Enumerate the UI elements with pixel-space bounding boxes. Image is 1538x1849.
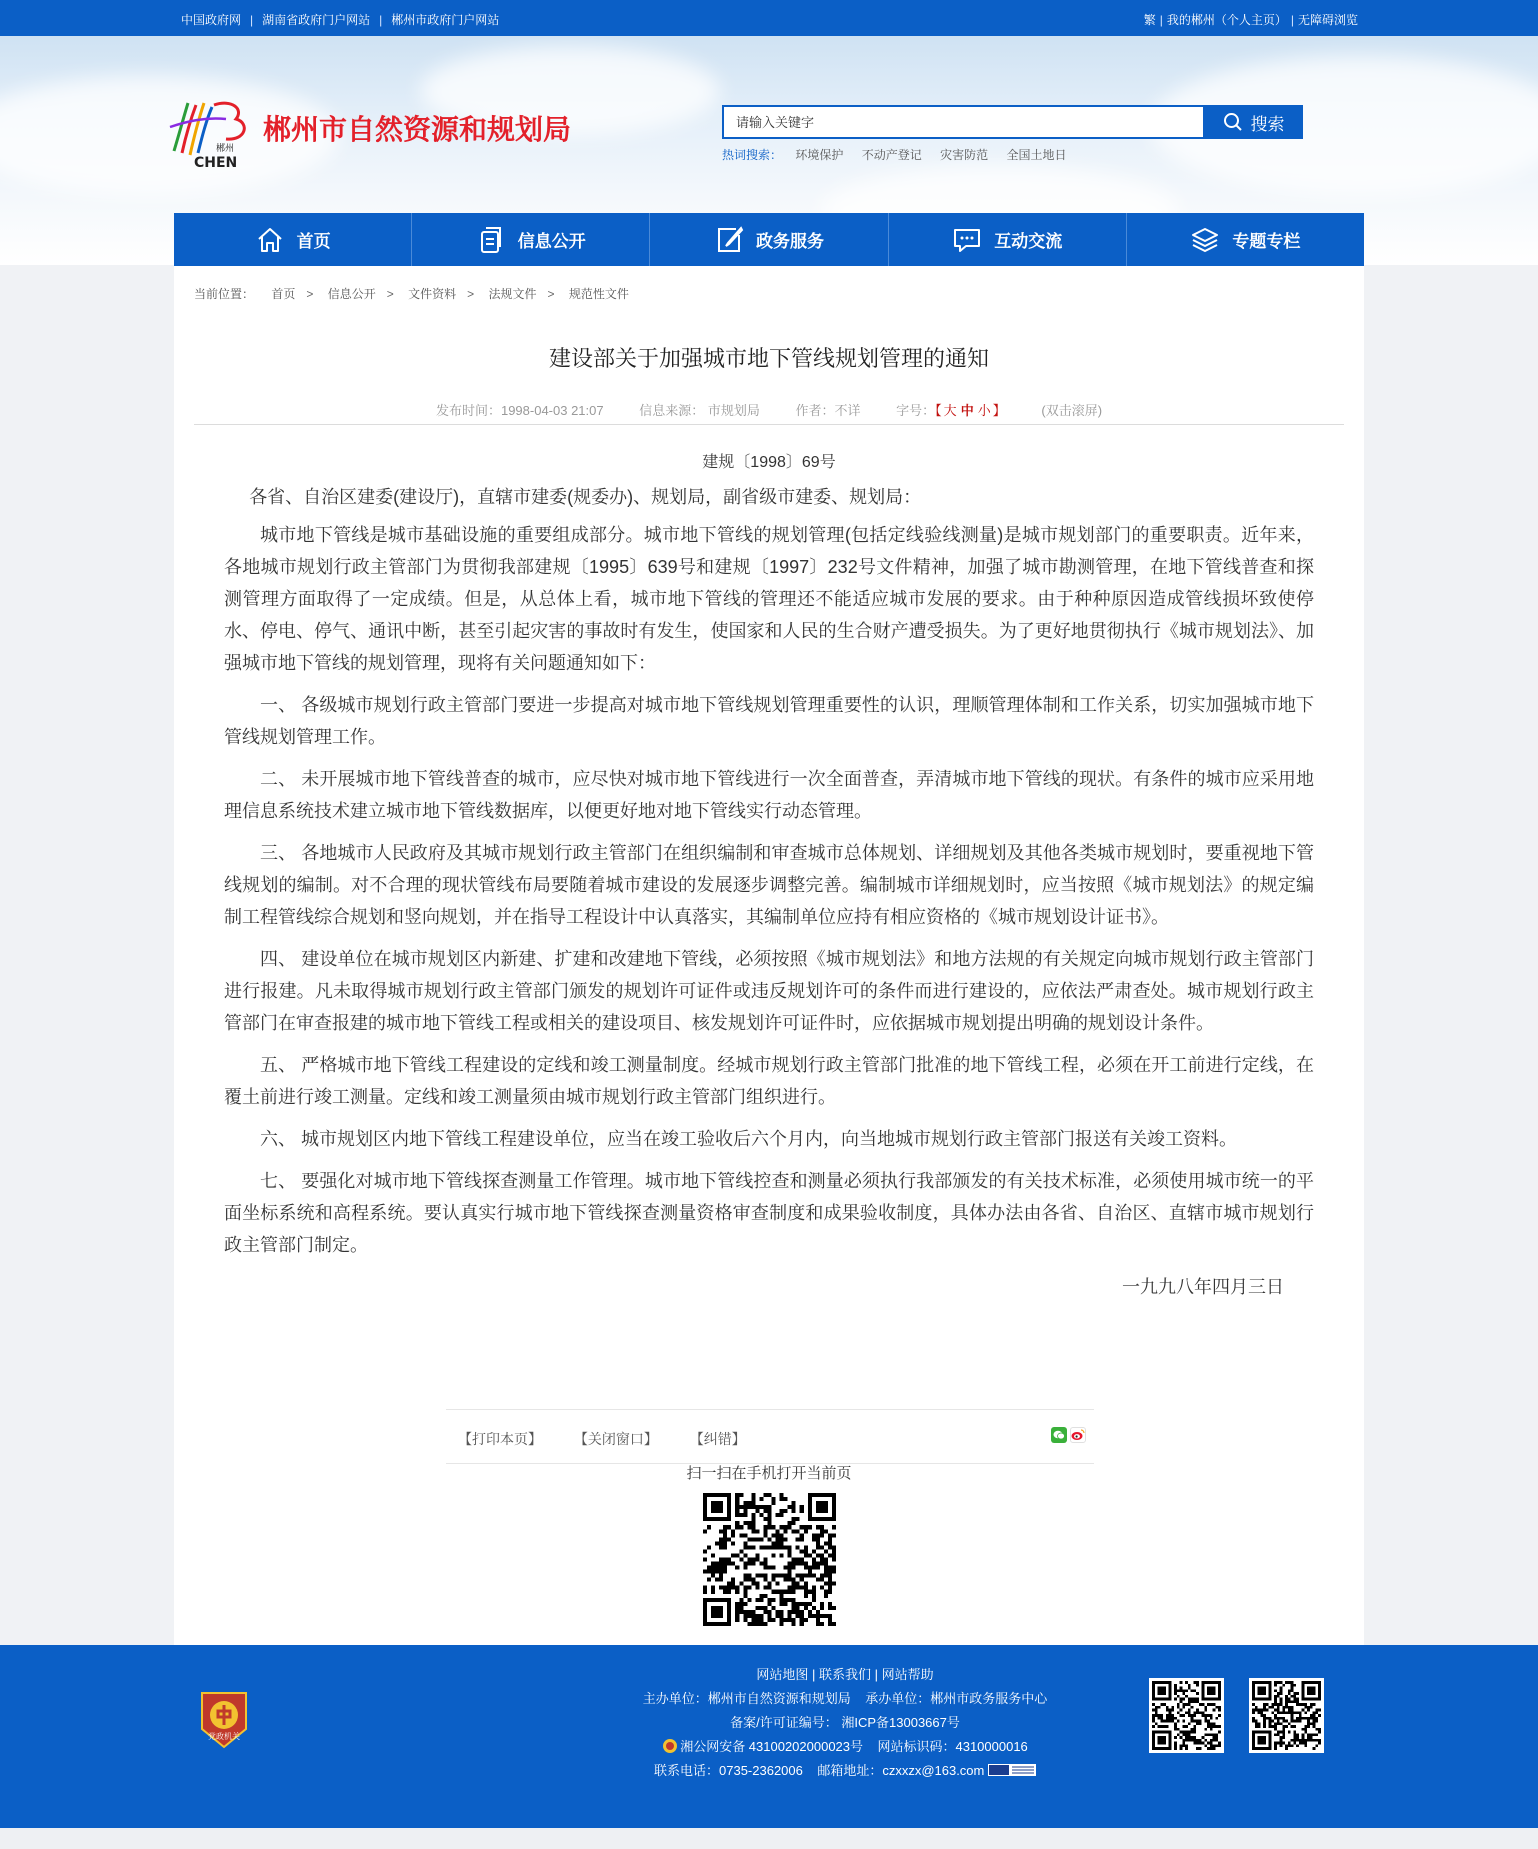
font-size-control [896, 403, 1006, 418]
nav-label: 政务服务 [756, 232, 824, 251]
info-source: 信息来源： 市规划局 [639, 403, 760, 418]
breadcrumb-item[interactable]: 文件资料 [408, 287, 457, 301]
police-record-link[interactable]: 湘公网安备 43100202000023号 [680, 1739, 864, 1754]
my-chenzhou-link[interactable]: 我的郴州（个人主页） [1166, 13, 1287, 27]
paragraph: 七、 要强化对城市地下管线探查测量工作管理。城市地下管线控查和测量必须执行我部颁发的有关技术标准，必须使用城市统一的平面坐标系统和高程系统。要认真实行城市地下管线探查测量资格审查制度和成果验收制度，具体办法由各省、自治区、直辖市城市规划行政主管部门制定。 [224, 1171, 1314, 1255]
font-size-large[interactable]: 大 [943, 403, 957, 418]
search-button[interactable] [1204, 105, 1303, 139]
nav-label: 首页 [296, 232, 331, 251]
scan-prompt: 扫一扫在手机打开当前页 [686, 1465, 852, 1482]
document-date: 一九九八年四月三日 [1122, 1277, 1284, 1297]
nav-label: 信息公开 [517, 232, 586, 251]
top-links-left: 中国政府网 | 湖南省政府门户网站 | 郴州市政府门户网站 [181, 13, 500, 27]
bottom-strip [0, 1828, 1538, 1849]
link-chenzhou-gov[interactable]: 郴州市政府门户网站 [391, 13, 500, 27]
contact-phone: 联系电话：0735-2362006 [654, 1763, 803, 1778]
breadcrumb-item[interactable]: 信息公开 [327, 287, 376, 301]
home-icon [255, 225, 285, 255]
article-actions [446, 1409, 1094, 1464]
breadcrumb-label: 当前位置： [194, 287, 255, 301]
police-badge-icon [662, 1738, 678, 1754]
paragraph: 二、 未开展城市地下管线普查的城市，应尽快对城市地下管线进行一次全面普查，弄清城市地下管线的现状。有条件的城市应采用地理信息系统技术建立城市地下管线数据库，以便更好地对地下管线实行动态管理。 [224, 769, 1314, 821]
hot-word[interactable]: 不动产登记 [861, 148, 922, 162]
link-hunan-gov[interactable]: 湖南省政府门户网站 [262, 13, 371, 27]
logo-text: 郴州 [216, 144, 235, 154]
paragraph: 城市地下管线是城市基础设施的重要组成部分。城市地下管线的规划管理(包括定线验线测量)是城市规划部门的重要职责。近年来，各地城市规划行政主管部门为贯彻我部建规〔1995〕639号和建规〔1997〕232号文件精神，加强了城市勘测管理，在地下管线普查和探测管理方面取得了一定成绩。但是，从总体上看，城市地下管线的管理还不能适应城市发展的要求。由于种种原因造成管线损坏致使停水、停电、停气、通讯中断，甚至引起灾害的事故时有发生，使国家和人民的生合财产遭受损失。为了更好地贯彻执行《城市规划法》、加强城市地下管线的规划管理，现将有关问题通知如下： [224, 525, 1314, 673]
close-window-button[interactable]: 【关闭窗口】 [573, 1431, 658, 1447]
page-qr-code [703, 1493, 836, 1626]
site-code: 网站标识码：4310000016 [877, 1739, 1028, 1754]
weibo-share-icon[interactable] [1070, 1427, 1086, 1443]
help-link[interactable]: 网站帮助 [881, 1667, 934, 1682]
hot-word[interactable]: 全国土地日 [1006, 148, 1067, 162]
hot-words [722, 146, 1081, 163]
hot-word[interactable]: 环境保护 [795, 148, 844, 162]
print-button[interactable]: 【打印本页】 [458, 1431, 542, 1447]
font-size-small[interactable]: 小 [977, 403, 991, 418]
article-title: 建设部关于加强城市地下管线规划管理的通知 [548, 346, 989, 371]
paragraph: 五、 严格城市地下管线工程建设的定线和竣工测量制度。经城市规划行政主管部门批准的地下管线工程，必须在开工前进行定线，在覆土前进行竣工测量。定线和竣工测量须由城市规划行政主管部门组织进行。 [224, 1055, 1314, 1107]
top-links-right: 繁 | 我的郴州（个人主页） | 无障碍浏览 [1143, 13, 1358, 27]
nav-label: 互动交流 [994, 232, 1063, 251]
trust-badge-icon[interactable] [988, 1764, 1036, 1776]
addressee: 各省、自治区建委(建设厅)，直辖市建委(规委办)、规划局，副省级市建委、规划局： [249, 487, 922, 507]
breadcrumb-item[interactable]: 首页 [271, 287, 296, 301]
footer [0, 1645, 1538, 1828]
paragraph: 四、 建设单位在城市规划区内新建、扩建和改建地下管线，必须按照《城市规划法》和地方法规的有关规定向城市规划行政主管部门进行报建。凡未取得城市规划行政主管部门颁发的规划许可证件或违反规划许可的条件而进行建设的，应依法严肃查处。城市规划行政主管部门在审查报建的城市地下管线工程或相关的建设项目、核发规划许可证件时，应依据城市规划提出明确的规划设计条件。 [224, 949, 1314, 1033]
bracket-close: 】 [992, 403, 1006, 418]
article-body [224, 447, 1314, 1313]
font-size-medium[interactable]: 中 [960, 403, 974, 418]
search-button-label: 搜索 [1250, 114, 1285, 134]
breadcrumb: 当前位置： 首页 > 信息公开 > 文件资料 > 法规文件 > 规范性文件 [194, 287, 629, 301]
search-icon [1223, 112, 1243, 132]
organizer: 承办单位：郴州市政务服务中心 [865, 1691, 1048, 1706]
sponsor: 主办单位：郴州市自然资源和规划局 [642, 1691, 851, 1706]
sitemap-link[interactable]: 网站地图 [756, 1667, 809, 1682]
bracket-open: 【 [935, 403, 942, 418]
font-size-label: 字号： [896, 403, 936, 418]
contact-email: 邮箱地址：czxxzx@163.com [817, 1763, 985, 1778]
app-qr-code [1249, 1678, 1324, 1753]
footer-info: 网站地图 | 联系我们 | 网站帮助 主办单位：郴州市自然资源和规划局 承办单位：郴州市政务服务中心 备案/许可证编号： 湘ICP备13003667号 湘公网安备 43100202000023号 网站标识码：4310000016 联系电话：0735-2362006 邮箱地址：czxxzx@163.com [642, 1667, 1048, 1778]
hot-words-label: 热词搜索： [722, 148, 783, 162]
logo-sub: CHEN [194, 155, 238, 171]
paragraph: 一、 各级城市规划行政主管部门要进一步提高对城市地下管线规划管理重要性的认识，理顺管理体制和工作关系，切实加强城市地下管线规划管理工作。 [224, 695, 1314, 747]
hot-word[interactable]: 灾害防范 [940, 148, 989, 162]
link-china-gov[interactable]: 中国政府网 [181, 13, 242, 27]
paragraph: 三、 各地城市人民政府及其城市规划行政主管部门在组织编制和审查城市总体规划、详细规划及其他各类城市规划时，要重视地下管线规划的编制。对不合理的现状管线布局要随着城市建设的发展逐步调整完善。编制城市详细规划时，应当按照《城市规划法》的规定编制工程管线综合规划和竖向规划，并在指导工程设计中认真落实，其编制单位应持有相应资格的《城市规划设计证书》。 [224, 843, 1314, 927]
breadcrumb-item[interactable]: 法规文件 [488, 287, 537, 301]
accessibility-link[interactable]: 无障碍浏览 [1297, 13, 1358, 27]
document-number: 建规〔1998〕69号 [702, 454, 836, 471]
edit-icon [714, 225, 744, 255]
contact-link[interactable]: 联系我们 [818, 1667, 871, 1682]
main-content [174, 266, 1364, 1645]
paragraph: 六、 城市规划区内地下管线工程建设单位，应当在竣工验收后六个月内，向当地城市规划行政主管部门报送有关竣工资料。 [260, 1129, 1237, 1149]
document-icon [476, 225, 506, 255]
site-title[interactable]: 郴州市自然资源和规划局 [263, 114, 572, 145]
nav-item-topics[interactable] [1127, 213, 1364, 266]
breadcrumb-item[interactable]: 规范性文件 [568, 287, 629, 301]
traditional-chinese-link[interactable]: 繁 [1143, 13, 1156, 27]
search-box [722, 105, 1205, 139]
article-meta [174, 400, 1364, 419]
icp-link[interactable]: 备案/许可证编号： 湘ICP备13003667号 [730, 1715, 960, 1730]
top-bar [0, 0, 1538, 36]
author: 作者：不详 [795, 403, 861, 418]
nav-item-info[interactable] [412, 213, 650, 266]
main-nav [174, 213, 1364, 266]
report-error-button[interactable]: 【纠错】 [689, 1431, 746, 1447]
nav-item-services[interactable] [650, 213, 888, 266]
share-buttons [1051, 1427, 1086, 1443]
nav-item-interaction[interactable] [889, 213, 1127, 266]
double-click-scroll[interactable]: (双击滚屏) [1041, 403, 1103, 418]
chat-icon [952, 225, 982, 255]
chenzhou-logo-icon[interactable] [166, 91, 251, 171]
nav-label: 专题专栏 [1232, 232, 1301, 251]
layers-icon [1190, 225, 1220, 255]
emblem-text: 党政机关 [208, 1732, 240, 1741]
search-input[interactable] [724, 107, 1203, 137]
publish-time: 发布时间：1998-04-03 21:07 [435, 403, 604, 418]
party-government-emblem-icon[interactable] [198, 1689, 250, 1751]
wechat-qr-code [1149, 1678, 1224, 1753]
title-divider [194, 424, 1344, 425]
wechat-share-icon[interactable] [1051, 1427, 1067, 1443]
nav-item-home[interactable] [174, 213, 412, 266]
